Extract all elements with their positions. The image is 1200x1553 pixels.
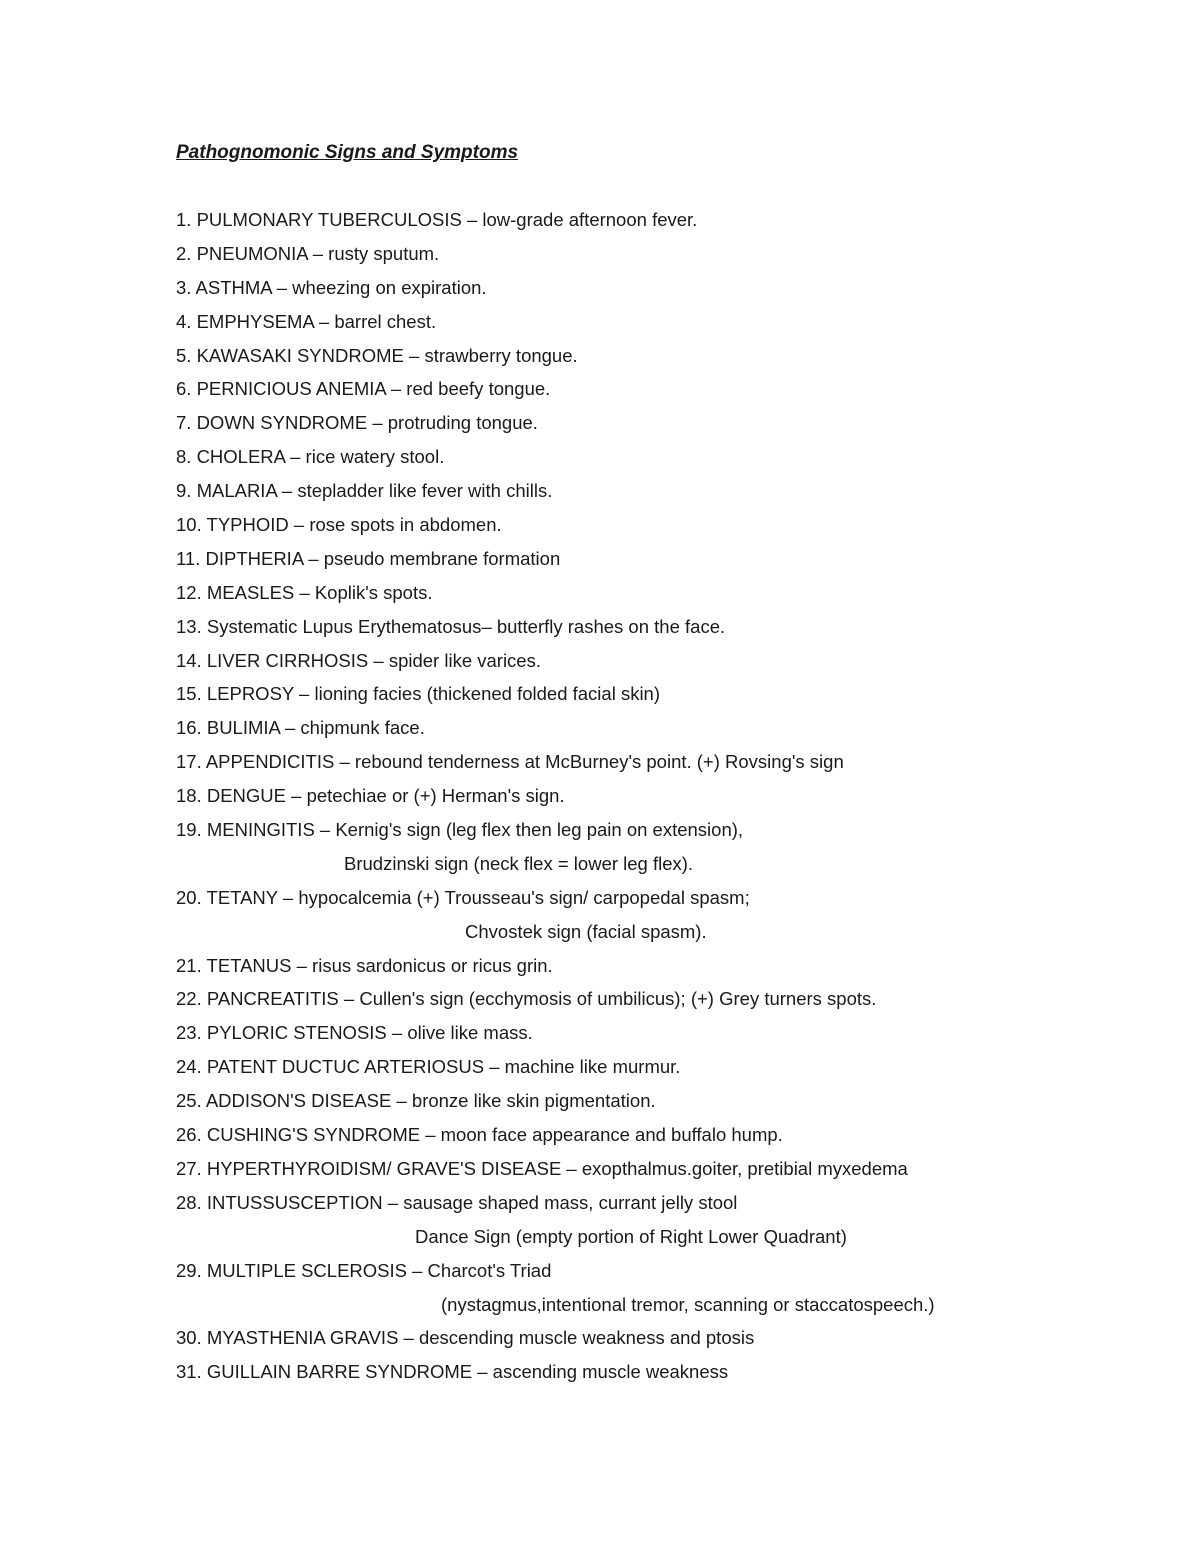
list-item: 27. HYPERTHYROIDISM/ GRAVE'S DISEASE – exopthalmus.goiter, pretibial myxedema xyxy=(176,1157,908,1179)
list-item: 14. LIVER CIRRHOSIS – spider like varices. xyxy=(176,649,541,671)
list-item-continuation: Chvostek sign (facial spasm). xyxy=(465,920,707,942)
list-item: 6. PERNICIOUS ANEMIA – red beefy tongue. xyxy=(176,378,551,400)
list-item: 8. CHOLERA – rice watery stool. xyxy=(176,446,445,468)
signs-list xyxy=(176,208,1176,1394)
list-item: 19. MENINGITIS – Kernig's sign (leg flex then leg pain on extension), xyxy=(176,819,744,841)
list-item-continuation: (nystagmus,intentional tremor, scanning or staccatospeech.) xyxy=(441,1293,935,1315)
list-item: 24. PATENT DUCTUC ARTERIOSUS – machine like murmur. xyxy=(176,1056,681,1078)
list-item: 17. APPENDICITIS – rebound tenderness at McBurney's point. (+) Rovsing's sign xyxy=(176,751,844,773)
list-item: 1. PULMONARY TUBERCULOSIS – low-grade afternoon fever. xyxy=(176,209,698,230)
list-item: 30. MYASTHENIA GRAVIS – descending muscle weakness and ptosis xyxy=(176,1327,755,1349)
list-item: 22. PANCREATITIS – Cullen's sign (ecchymosis of umbilicus); (+) Grey turners spots. xyxy=(176,988,877,1010)
list-item: 28. INTUSSUSCEPTION – sausage shaped mass, currant jelly stool xyxy=(176,1191,738,1213)
list-item: 21. TETANUS – risus sardonicus or ricus grin. xyxy=(176,954,553,976)
list-item: 2. PNEUMONIA – rusty sputum. xyxy=(176,242,440,264)
list-item: 13. Systematic Lupus Erythematosus– butterfly rashes on the face. xyxy=(176,615,726,637)
list-item: 15. LEPROSY – lioning facies (thickened folded facial skin) xyxy=(176,683,661,705)
list-item-continuation: Brudzinski sign (neck flex = lower leg flex). xyxy=(344,852,694,874)
list-item: 5. KAWASAKI SYNDROME – strawberry tongue. xyxy=(176,344,578,366)
list-item: 12. MEASLES – Koplik's spots. xyxy=(176,581,433,603)
list-item: 9. MALARIA – stepladder like fever with chills. xyxy=(176,480,553,502)
list-item: 3. ASTHMA – wheezing on expiration. xyxy=(176,276,487,298)
list-item: 31. GUILLAIN BARRE SYNDROME – ascending muscle weakness xyxy=(176,1361,729,1383)
list-item: 23. PYLORIC STENOSIS – olive like mass. xyxy=(176,1022,533,1044)
list-item: 18. DENGUE – petechiae or (+) Herman's sign. xyxy=(176,785,565,807)
list-item: 16. BULIMIA – chipmunk face. xyxy=(176,717,425,739)
list-item: 10. TYPHOID – rose spots in abdomen. xyxy=(176,514,502,536)
list-item: 25. ADDISON'S DISEASE – bronze like skin pigmentation. xyxy=(176,1090,656,1112)
list-item: 26. CUSHING'S SYNDROME – moon face appearance and buffalo hump. xyxy=(176,1124,783,1146)
list-item: 29. MULTIPLE SCLEROSIS – Charcot's Triad xyxy=(176,1259,552,1281)
list-item: 4. EMPHYSEMA – barrel chest. xyxy=(176,310,437,332)
list-item: 7. DOWN SYNDROME – protruding tongue. xyxy=(176,412,538,434)
list-item: 11. DIPTHERIA – pseudo membrane formation xyxy=(176,547,561,569)
page-title: Pathognomonic Signs and Symptoms xyxy=(176,142,519,163)
list-item: 20. TETANY – hypocalcemia (+) Trousseau's sign/ carpopedal spasm; xyxy=(176,886,750,908)
list-item-continuation: Dance Sign (empty portion of Right Lower Quadrant) xyxy=(415,1225,847,1247)
